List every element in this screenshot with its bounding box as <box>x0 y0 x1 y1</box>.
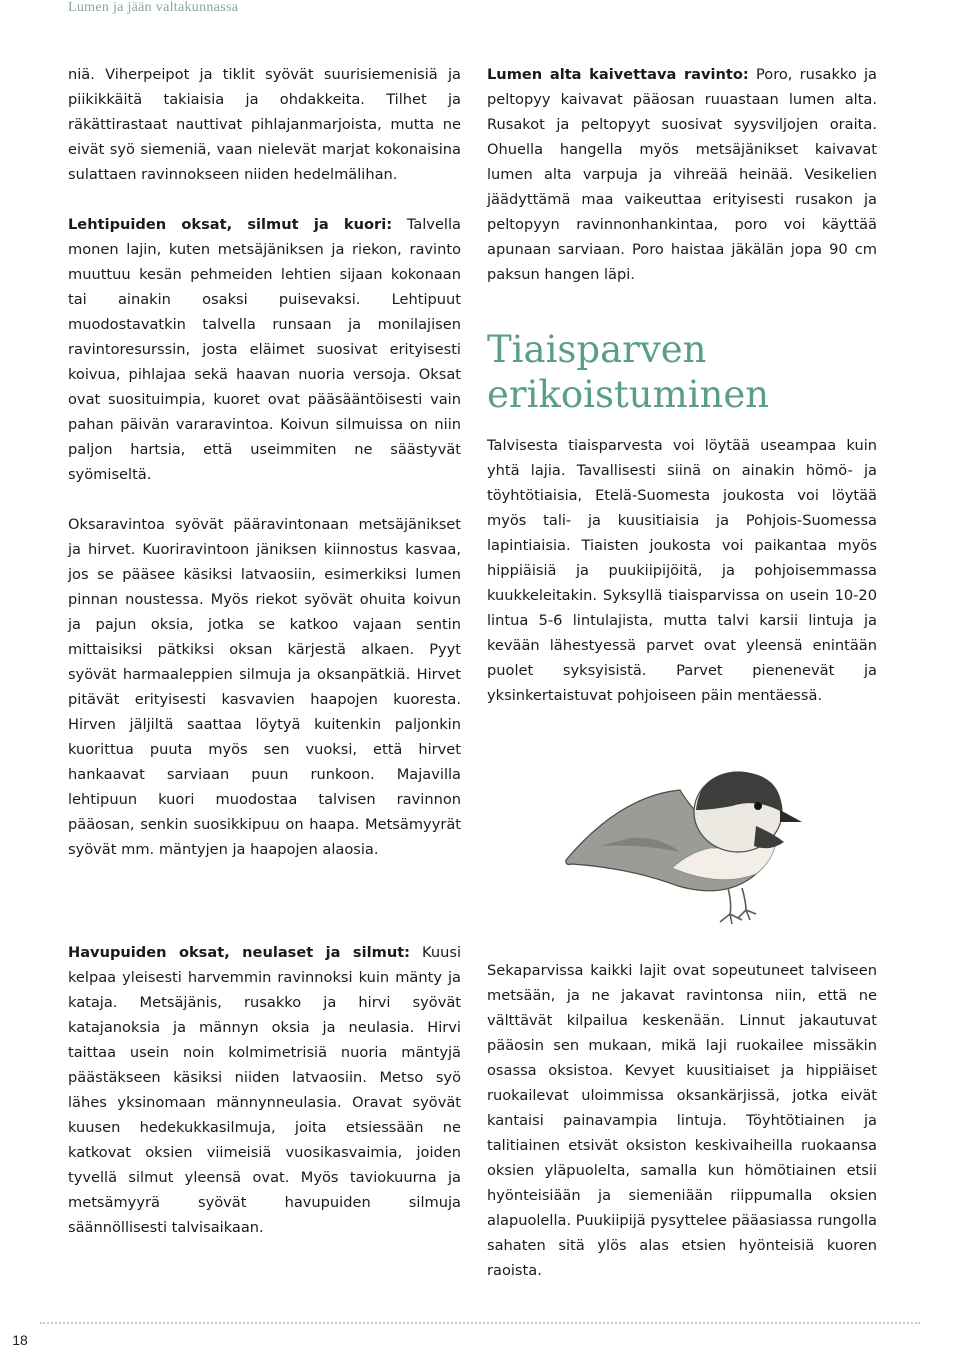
paragraph-twig-feeders: Oksaravintoa syövät pääravintonaan metsäjänikset ja hirvet. Kuoriravintoon jäniksen kiinnostus kasvaa, jos se pääsee käsiksi latvaosiin, esimerkiksi lumen pinnan noustessa. Myös riekot syövät ohuita koivun ja pajun oksia, jotka se katkoo vajaan sentin mittaisiksi pätkiksi oksan kärjestä alkaen. Pyyt syövät harmaaleppien silmuja ja oksanpätkiä. Hirvet pitävät erityisesti kasvavien haapojen kuoresta. Hirven jäljiltä saattaa löytyä kuitenkin paljonkin kuorittua puuta myös sen vuoksi, että hirvet hankaavat sarviaan puun runkoon. Majavilla lehtipuun kuori muodostaa talvisen ravinnon pääosan, senkin suosikkipuu on haapa. Metsämyyrät syövät mm. mäntyjen ja haapojen alaosia. <box>68 516 461 858</box>
paragraph-mixed-flocks: Sekaparvissa kaikki lajit ovat sopeutuneet talviseen metsään, ja ne jakavat ravintonsa niin, että ne välttävät kilpailua keskenään. Linnut jakautuvat pääosin sen mukaan, mikä laji ruokailee missäkin osassa oksistoa. Kevyet kuusitiaiset ja hippiäiset ruokailevat uloimmissa oksankärjissä, jotka eivät kantaisi painavampia lintuja. Töyhtötiainen ja talitiainen etsivät oksiston keskivaiheilla ruokaansa oksien yläpuolelta, samalla kun hömötiainen etsii hyönteisiään ja siemeniään riippumalla oksien alapuolella. Puukiipijä pysyttelee pääasiassa rungolla sahaten sitä ylös alas etsien hyönteisiä kuoren raoista. <box>487 962 877 1279</box>
paragraph-body: Poro, rusakko ja peltopyy kaivavat pääosan ruuastaan lumen alta. Rusakot ja peltopyyt suosivat syysviljojen oraita. Ohuella hangella myös metsäjänikset kaivavat lumen alta varpuja ja vihreää heinää. Vesikelien jäädyttämä maa vaikeuttaa erityisesti rusakon ja peltopyyn ravinnonhankintaa, poro voi käyttää apunaan sarviaan. Poro haistaa jäkälän jopa 90 cm paksun hangen läpi. <box>487 66 877 283</box>
paragraph-body: Talvella monen lajin, kuten metsäjäniksen ja riekon, ravinto muuttuu kesän pehmeiden lehtien sijaan kokonaan tai ainakin osaksi puisevaksi. Lehtipuut muodostavatkin talvella runsaan ja monilajisen ravintoresurssin, josta eläimet suosivat erityisesti koivua, pihlajaa sekä haavan nuoria versoja. Oksat ovat suosituimpia, kuoret ovat pääsääntöisesti vain pahan päivän vararavintoa. Koivun silmuissa on niin paljon hartsia, että useimmiten ne säästyvät syömiseltä. <box>68 216 461 483</box>
left-column-top <box>68 62 461 862</box>
paragraph-deciduous-twigs <box>68 212 461 487</box>
heading-line-2: erikoistuminen <box>487 373 770 416</box>
paragraph-under-snow-food <box>487 62 877 287</box>
running-head: Lumen ja jään valtakunnassa <box>68 0 239 15</box>
footer-divider <box>40 1322 920 1324</box>
heading-line-1: Tiaisparven <box>487 328 707 371</box>
left-column-bottom <box>68 940 461 1240</box>
eye <box>754 802 762 810</box>
page-number: 18 <box>12 1332 28 1348</box>
chickadee-illustration <box>560 748 810 928</box>
paragraph-conifer-twigs <box>68 940 461 1240</box>
paragraph-lead: Lehtipuiden oksat, silmut ja kuori: <box>68 216 393 233</box>
paragraph-seed-eaters: niä. Viherpeipot ja tiklit syövät suurisiemenisiä ja piikikkäitä takiaisia ja ohdakkeita. Tilhet ja räkättirastaat nauttivat pihlajanmarjoista, mutta ne eivät syö siemeniä, vaan nielevät marjat kokonaisina sulattaen ravinnokseen niiden hedelmälihan. <box>68 66 461 183</box>
paragraph-lead: Havupuiden oksat, neulaset ja silmut: <box>68 944 411 961</box>
section-heading <box>487 327 877 417</box>
paragraph-body: Kuusi kelpaa yleisesti harvemmin ravinnoksi kuin mänty ja kataja. Metsäjänis, rusakko ja hirvi syövät katajanoksia ja männyn oksia ja neulasia. Hirvi taittaa usein noin kolmimetrisiä nuoria mäntyjä päästäkseen käsiksi niiden latvaosiin. Metso syö lähes yksinomaan männynneulasia. Oravat syövät kuusen hedekukkasilmuja, joita etsiessään ne katkovat oksien viimeisiä vuosikasvaimia, joiden tyvellä silmut yleensä ovat. Myös taviokuurna ja metsämyyrä syövät havupuiden silmuja säännöllisesti talvisaikaan. <box>68 944 462 1236</box>
beak <box>780 810 802 822</box>
bird-feet <box>720 888 756 924</box>
paragraph-lead: Lumen alta kaivettava ravinto: <box>487 66 749 83</box>
paragraph-tit-flock: Talvisesta tiaisparvesta voi löytää useampaa kuin yhtä lajia. Tavallisesti siinä on ainakin hömö- ja töyhtötiaisia, Etelä-Suomesta joukosta voi löytää myös tali- ja kuusitiaisia ja Pohjois-Suomessa lapintiaisia. Tiaisten joukosta voi paikantaa myös hippiäisiä ja puukiipijöitä, ja pohjoisemmassa kuukkeleitakin. Syksyllä tiaisparvissa on usein 10-20 lintua 5-6 lintulajista, mutta talvi karsii lintuja ja kevään lähestyessä parvet ovat yleensä enintään puolet syksyisistä. Parvet pienenevät ja yksinkertaistuvat pohjoiseen päin mentäessä. <box>487 437 877 704</box>
right-column-top <box>487 62 877 708</box>
right-column-bottom <box>487 958 877 1283</box>
